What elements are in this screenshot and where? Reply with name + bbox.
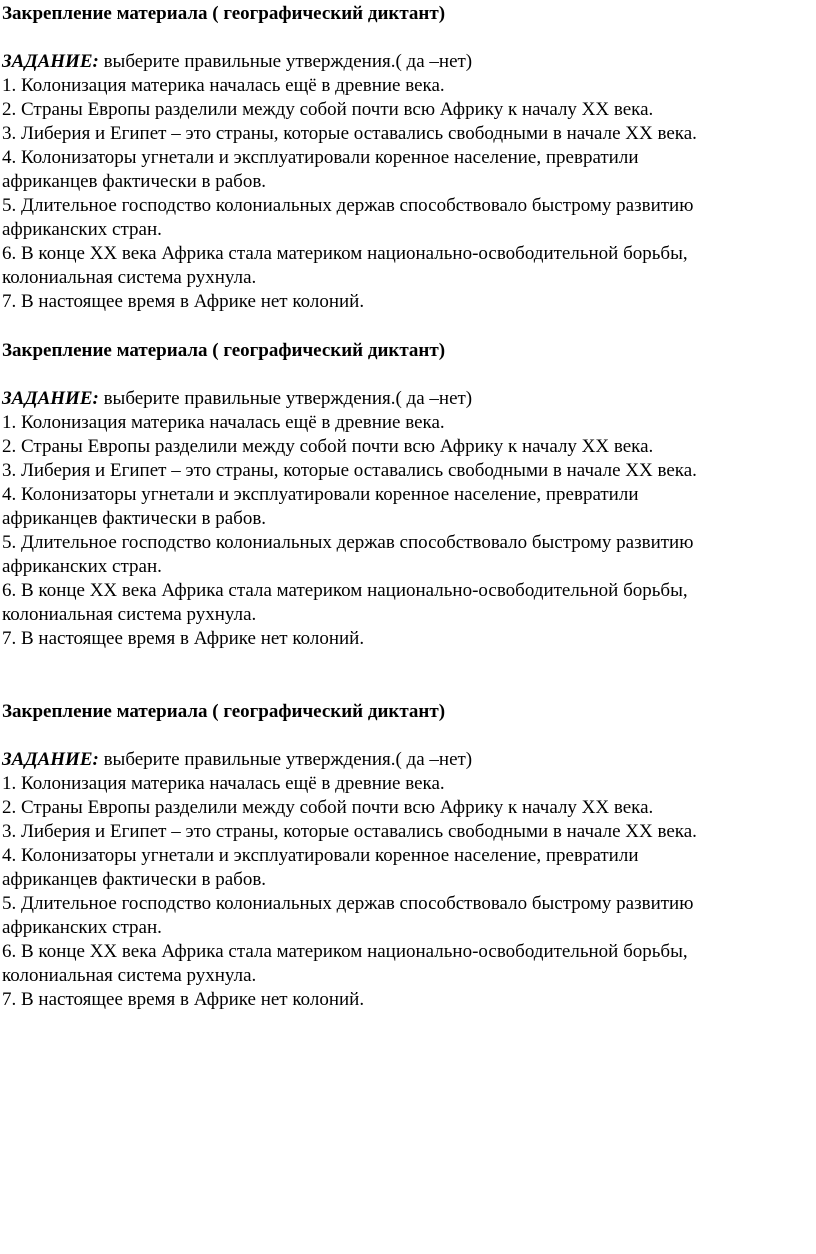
statement-item: 3. Либерия и Египет – это страны, которые оставались свободными в начале XX века. [2,460,697,481]
task-text: выберите правильные утверждения.( да –нет) [98,51,473,72]
task-line [2,387,812,411]
statement-item: 2. Страны Европы разделили между собой почти всю Африку к началу XX века. [2,797,654,818]
statement-list [2,772,812,1012]
statement-item: 6. В конце XX века Африка стала материком национально-освободительной борьбы, колониальная система рухнула. [2,243,688,288]
statement-list [2,411,812,651]
block-title: Закрепление материала ( географический диктант) [2,701,446,722]
statement-item: 7. В настоящее время в Африке нет колоний. [2,628,365,649]
task-label: ЗАДАНИЕ: [2,388,99,409]
statement-item: 1. Колонизация материка началась ещё в древние века. [2,773,445,794]
task-line [2,748,812,772]
statement-item: 7. В настоящее время в Африке нет колоний. [2,989,365,1010]
task-label: ЗАДАНИЕ: [2,749,99,770]
statement-item: 5. Длительное господство колониальных держав способствовало быстрому развитию африканских стран. [2,195,694,240]
statement-item: 1. Колонизация материка началась ещё в древние века. [2,412,445,433]
dictation-block-1 [2,2,812,314]
task-line [2,50,812,74]
statement-item: 7. В настоящее время в Африке нет колоний. [2,291,365,312]
statement-item: 2. Страны Европы разделили между собой почти всю Африку к началу XX века. [2,436,654,457]
statement-item: 5. Длительное господство колониальных держав способствовало быстрому развитию африканских стран. [2,532,694,577]
statement-item: 5. Длительное господство колониальных держав способствовало быстрому развитию африканских стран. [2,893,694,938]
task-label: ЗАДАНИЕ: [2,51,99,72]
dictation-block-3 [2,700,812,1012]
statement-item: 4. Колонизаторы угнетали и эксплуатировали коренное население, превратили африканцев фактически в рабов. [2,147,639,192]
block-title: Закрепление материала ( географический диктант) [2,3,446,24]
statement-list [2,74,812,314]
statement-item: 4. Колонизаторы угнетали и эксплуатировали коренное население, превратили африканцев фактически в рабов. [2,484,639,529]
statement-item: 2. Страны Европы разделили между собой почти всю Африку к началу XX века. [2,99,654,120]
statement-item: 3. Либерия и Египет – это страны, которые оставались свободными в начале XX века. [2,123,697,144]
task-text: выберите правильные утверждения.( да –нет) [98,749,473,770]
statement-item: 3. Либерия и Египет – это страны, которые оставались свободными в начале XX века. [2,821,697,842]
statement-item: 4. Колонизаторы угнетали и эксплуатировали коренное население, превратили африканцев фактически в рабов. [2,845,639,890]
task-text: выберите правильные утверждения.( да –нет) [98,388,473,409]
block-title: Закрепление материала ( географический диктант) [2,340,446,361]
statement-item: 1. Колонизация материка началась ещё в древние века. [2,75,445,96]
dictation-block-2 [2,339,812,651]
statement-item: 6. В конце XX века Африка стала материком национально-освободительной борьбы, колониальная система рухнула. [2,941,688,986]
statement-item: 6. В конце XX века Африка стала материком национально-освободительной борьбы, колониальная система рухнула. [2,580,688,625]
